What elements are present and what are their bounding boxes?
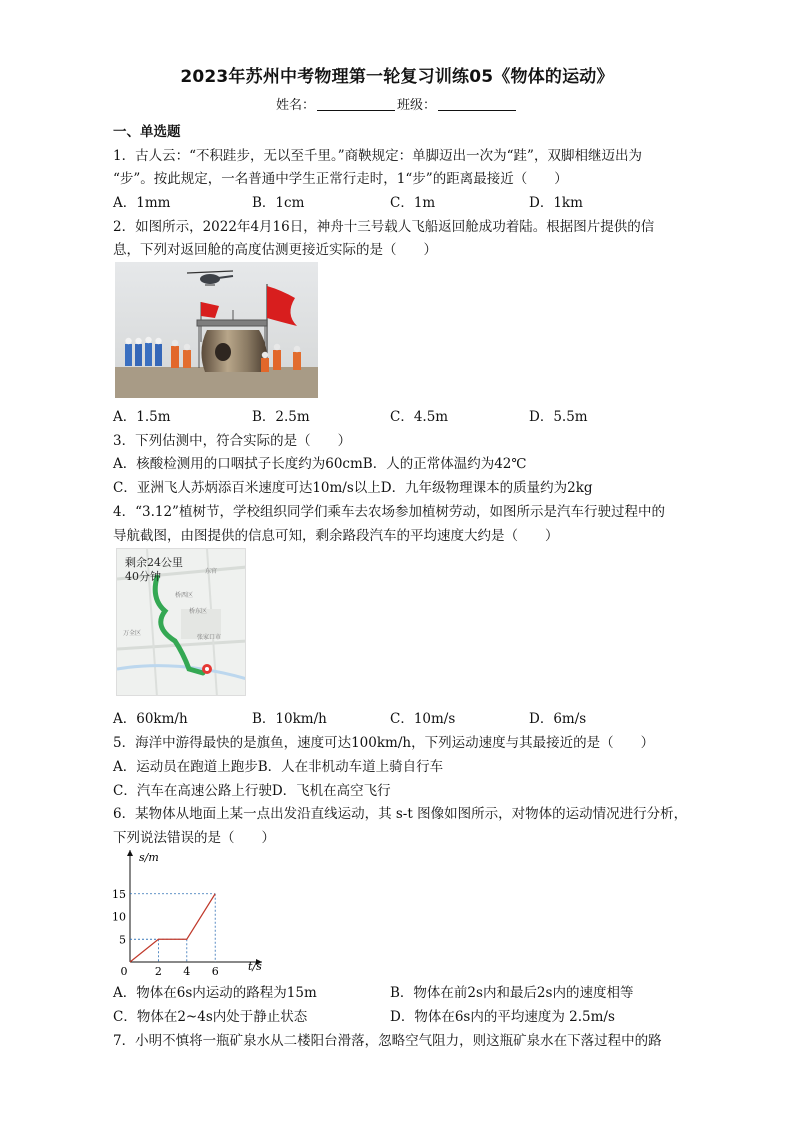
x-tick-label: 0	[120, 965, 128, 976]
page-title: 2023年苏州中考物理第一轮复习训练05《物体的运动》	[180, 67, 614, 87]
q2-line1: 2．如图所示，2022年4月16日，神舟十三号载人飞船返回舱成功着陆。根据图片提供的信	[113, 219, 655, 235]
q4-line1: 4．“3.12”植树节，学校组织同学们乘车去农场参加植树劳动，如图所示是汽车行驶过程中的	[113, 504, 665, 520]
x-axis-label: t/s	[248, 960, 262, 973]
capsule-landing-photo	[115, 262, 318, 398]
map-label: 张家口市	[197, 634, 222, 641]
y-axis-label: s/m	[139, 851, 159, 864]
st-chart-svg	[112, 846, 272, 976]
map-label: 桥西区	[175, 592, 194, 599]
q1-option-c[interactable]: C．1m	[390, 195, 436, 211]
x-tick-label: 6	[211, 965, 219, 976]
map-distance: 剩余24公里	[125, 556, 183, 569]
q2-line2: 息，下列对返回舱的高度估测更接近实际的是（ ）	[113, 242, 437, 258]
q3-line1: 3．下列估测中，符合实际的是（ ）	[113, 433, 352, 449]
q6-option-d[interactable]: D．物体在6s内的平均速度为 2.5m/s	[390, 1009, 615, 1025]
class-label: 班级：	[397, 98, 437, 113]
name-label: 姓名：	[275, 98, 315, 113]
q2-option-d[interactable]: D．5.5m	[529, 409, 588, 425]
q4-option-a[interactable]: A．60km/h	[113, 711, 188, 727]
q3-options-ab[interactable]: A．核酸检测用的口咽拭子长度约为60cmB．人的正常体温约为42℃	[113, 456, 527, 472]
q1-option-a[interactable]: A．1mm	[113, 195, 171, 211]
q7-line1: 7．小明不慎将一瓶矿泉水从二楼阳台滑落，忽略空气阻力，则这瓶矿泉水在下落过程中的路	[113, 1033, 662, 1049]
map-label: 万全区	[123, 630, 142, 637]
q1-line2: “步”。按此规定，一名普通中学生正常行走时，1“步”的距离最接近（ ）	[113, 171, 568, 187]
q6-option-c[interactable]: C．物体在2~4s内处于静止状态	[113, 1009, 308, 1025]
q4-line2: 导航截图，由图提供的信息可知，剩余路段汽车的平均速度大约是（ ）	[113, 528, 559, 544]
x-tick-label: 4	[183, 965, 191, 976]
q4-option-c[interactable]: C．10m/s	[390, 711, 456, 727]
q6-option-b[interactable]: B．物体在前2s内和最后2s内的速度相等	[390, 985, 634, 1001]
q6-option-a[interactable]: A．物体在6s内运动的路程为15m	[113, 985, 317, 1001]
st-graph	[112, 846, 272, 976]
y-tick-label: 10	[112, 910, 126, 924]
q1-line1: 1．古人云：“不积跬步，无以至千里。”商鞅规定：单脚迈出一次为“跬”，双脚相继迈出为	[113, 148, 642, 164]
q1-option-d[interactable]: D．1km	[529, 195, 583, 211]
map-label: 桥东区	[189, 608, 208, 615]
name-class-line	[0, 94, 794, 113]
y-tick-label: 5	[119, 933, 126, 947]
q3-options-cd[interactable]: C．亚洲飞人苏炳添百米速度可达10m/s以上D．九年级物理课本的质量约为2kg	[113, 480, 593, 496]
x-tick-label: 2	[154, 965, 162, 976]
class-blank[interactable]	[438, 98, 516, 111]
q1-option-b[interactable]: B．1cm	[252, 195, 305, 211]
section-title: 一、单选题	[113, 124, 181, 140]
q4-option-b[interactable]: B．10km/h	[252, 711, 327, 727]
q6-line2: 下列说法错误的是（ ）	[113, 830, 275, 846]
q5-line1: 5．海洋中游得最快的是旗鱼，速度可达100km/h，下列运动速度与其最接近的是（ ）	[113, 735, 655, 751]
q4-option-d[interactable]: D．6m/s	[529, 711, 587, 727]
map-time: 40分钟	[125, 570, 161, 583]
q2-option-a[interactable]: A．1.5m	[113, 409, 171, 425]
navigation-map	[116, 548, 246, 696]
y-tick-label: 15	[112, 887, 126, 901]
q5-options-cd[interactable]: C．汽车在高速公路上行驶D．飞机在高空飞行	[113, 783, 391, 799]
q2-option-c[interactable]: C．4.5m	[390, 409, 449, 425]
name-blank[interactable]	[317, 98, 395, 111]
series-line	[130, 894, 215, 962]
q6-line1: 6．某物体从地面上某一点出发沿直线运动，其 s-t 图像如图所示，对物体的运动情况进行分析，	[113, 806, 688, 822]
q5-options-ab[interactable]: A．运动员在跑道上跑步B．人在非机动车道上骑自行车	[113, 759, 444, 775]
q2-option-b[interactable]: B．2.5m	[252, 409, 310, 425]
map-label: 东官	[205, 568, 218, 575]
